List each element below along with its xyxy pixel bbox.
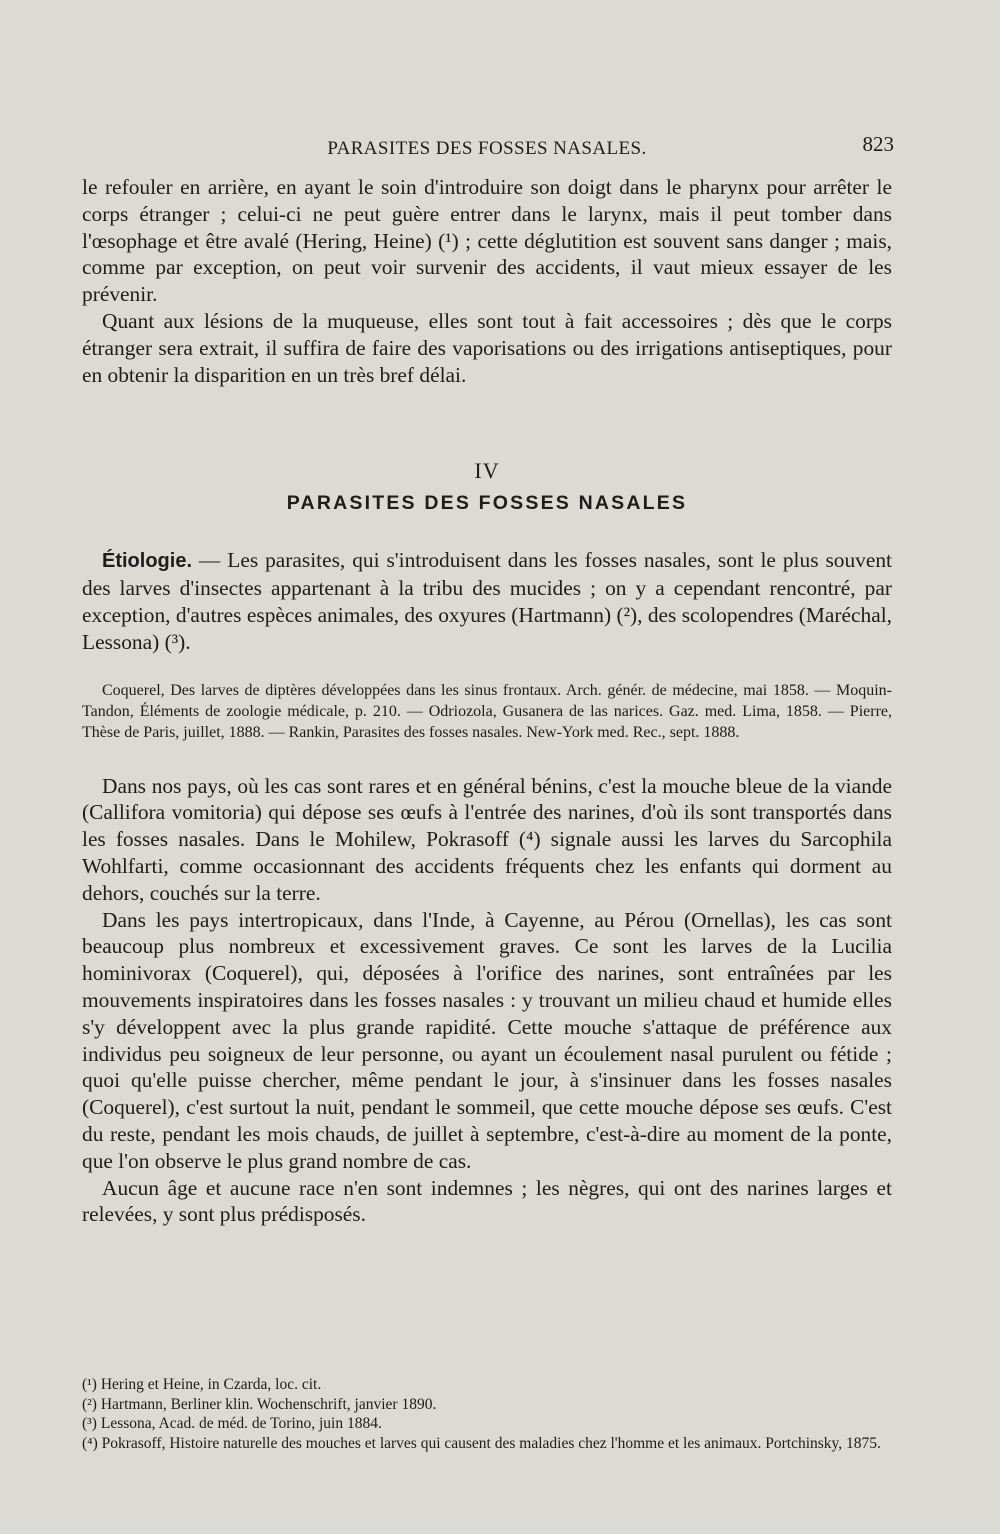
etiologie-heading: Étiologie.: [102, 550, 192, 573]
running-title: PARASITES DES FOSSES NASALES.: [327, 138, 647, 159]
paragraph: Dans nos pays, où les cas sont rares et en général bénins, c'est la mouche bleue de la viande (Callifora vomitoria) qui dépose ses œufs à l'entrée des narines, d'où ils sont transportés dans les fosses nasales. Dans le Mohilew, Pokrasoff (⁴) signale aussi les larves du Sarcophila Wohlfarti, comme occasionnant des accidents fréquents chez les enfants qui dorment au dehors, couchés sur la terre.: [82, 773, 892, 905]
section-number: IV: [474, 458, 500, 484]
section-title: PARASITES DES FOSSES NASALES: [286, 492, 688, 515]
footnote: (³) Lessona, Acad. de méd. de Torino, juin 1884.: [82, 1415, 382, 1432]
footnotes: [82, 1375, 892, 1453]
paragraph-etiologie: [82, 547, 892, 655]
paragraph: Dans les pays intertropicaux, dans l'Inde, à Cayenne, au Pérou (Ornellas), les cas sont beaucoup plus nombreux et excessivement graves. Ce sont les larves de la Lucilia hominivorax (Coquerel), qui, déposées à l'orifice des narines, sont entraînées par les mouvements inspiratoires dans les fosses nasales : y trouvant un milieu chaud et humide elles s'y développent avec la plus grande rapidité. Cette mouche s'attaque de préférence aux individus peu soigneux de leur personne, ou ayant un écoulement nasal purulent ou fétide ; quoi qu'elle puisse chercher, même pendant le jour, à s'insinuer dans les fosses nasales (Coquerel), c'est surtout la nuit, pendant le sommeil, que cette mouche dépose ses œufs. C'est du reste, pendant les mois chauds, de juillet à septembre, c'est-à-dire au moment de la ponte, que l'on observe le plus grand nombre de cas.: [82, 907, 892, 1173]
etiologie-text: — Les parasites, qui s'introduisent dans les fosses nasales, sont le plus souvent des larves d'insectes appartenant à la tribu des mucides ; on y a cependant rencontré, par exception, d'autres espèces animales, des oxyures (Hartmann) (²), des scolopendres (Maréchal, Lessona) (³).: [82, 548, 892, 654]
paragraph-intro-1: le refouler en arrière, en ayant le soin d'introduire son doigt dans le pharynx pour arrêter le corps étranger ; celui-ci ne peut guère entrer dans le larynx, mais il peut tomber dans l'œsophage et être avalé (Hering, Heine) (¹) ; cette déglutition est souvent sans danger ; mais, comme par exception, on peut voir survenir des accidents, il vaut mieux essayer de les prévenir.: [82, 175, 892, 307]
footnote: (⁴) Pokrasoff, Histoire naturelle des mouches et larves qui causent des maladies chez l'homme et les animaux. Portchinsky, 1875.: [82, 1434, 881, 1452]
page-number: 823: [862, 132, 894, 156]
paragraph: Aucun âge et aucune race n'en sont indemnes ; les nègres, qui ont des narines larges et relevées, y sont plus prédisposés.: [82, 1175, 892, 1227]
bibliography: Coquerel, Des larves de diptères développées dans les sinus frontaux. Arch. génér. de médecine, mai 1858. — Moquin-Tandon, Éléments de zoologie médicale, p. 210. — Odriozola, Gusanera de las narices. Gaz. med. Lima, 1858. — Pierre, Thèse de Paris, juillet, 1888. — Rankin, Parasites des fosses nasales. New-York med. Rec., sept. 1888.: [82, 681, 892, 741]
page-body: [82, 174, 892, 1228]
paragraph-intro-2: Quant aux lésions de la muqueuse, elles sont tout à fait accessoires ; dès que le corps étranger sera extrait, il suffira de faire des vaporisations ou des irrigations antiseptiques, pour en obtenir la disparition en un très bref délai.: [82, 308, 892, 387]
footnote: (¹) Hering et Heine, in Czarda, loc. cit.: [82, 1376, 322, 1393]
footnote: (²) Hartmann, Berliner klin. Wochenschrift, janvier 1890.: [82, 1395, 437, 1413]
page-header: [82, 132, 894, 168]
